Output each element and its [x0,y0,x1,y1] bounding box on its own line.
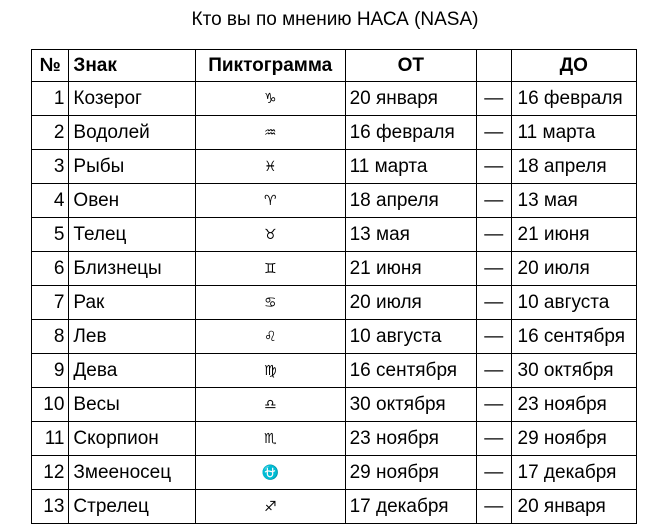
row-to-date: 21 июня [511,218,637,252]
header-dash [477,50,511,82]
table-row [32,218,637,252]
row-sign-name: Телец [69,218,195,252]
row-from-date: 20 июля [345,286,477,320]
row-pictogram [195,252,345,286]
row-to-date: 11 марта [511,116,637,150]
table-row [32,456,637,490]
row-dash: — [477,286,511,320]
table-row [32,286,637,320]
row-from-date: 11 марта [345,150,477,184]
row-sign-name: Рыбы [69,150,195,184]
row-num: 1 [32,82,69,116]
sagittarius-icon: ♐ [263,499,277,515]
table-row [32,252,637,286]
row-num: 12 [32,456,69,490]
row-num: 6 [32,252,69,286]
row-dash: — [477,422,511,456]
ophiuchus-icon: ⛎ [261,465,279,481]
row-sign-name: Змееносец [69,456,195,490]
scorpio-icon: ♏ [263,431,277,447]
row-pictogram [195,422,345,456]
row-num: 13 [32,490,69,524]
row-dash: — [477,82,511,116]
row-pictogram [195,218,345,252]
table-row [32,490,637,524]
taurus-icon: ♉ [263,227,277,243]
row-from-date: 29 ноября [345,456,477,490]
row-dash: — [477,218,511,252]
table-row [32,184,637,218]
row-sign-name: Рак [69,286,195,320]
row-num: 8 [32,320,69,354]
row-pictogram [195,286,345,320]
row-num: 7 [32,286,69,320]
row-num: 11 [32,422,69,456]
row-sign-name: Козерог [69,82,195,116]
row-dash: — [477,320,511,354]
table-row [32,354,637,388]
row-dash: — [477,490,511,524]
row-dash: — [477,184,511,218]
row-num: 3 [32,150,69,184]
virgo-icon: ♍ [263,363,277,379]
row-pictogram [195,82,345,116]
row-from-date: 10 августа [345,320,477,354]
row-sign-name: Лев [69,320,195,354]
row-sign-name: Скорпион [69,422,195,456]
row-to-date: 23 ноября [511,388,637,422]
row-pictogram [195,354,345,388]
libra-icon: ♎ [263,397,277,413]
row-from-date: 18 апреля [345,184,477,218]
table-row [32,82,637,116]
row-pictogram [195,388,345,422]
cancer-icon: ♋ [263,295,277,311]
table-row [32,388,637,422]
row-to-date: 20 января [511,490,637,524]
row-sign-name: Весы [69,388,195,422]
row-to-date: 16 февраля [511,82,637,116]
row-from-date: 23 ноября [345,422,477,456]
row-sign-name: Стрелец [69,490,195,524]
capricorn-icon: ♑ [263,91,277,107]
row-num: 5 [32,218,69,252]
row-sign-name: Дева [69,354,195,388]
table-row [32,422,637,456]
row-dash: — [477,150,511,184]
row-pictogram [195,490,345,524]
row-sign-name: Водолей [69,116,195,150]
row-from-date: 16 февраля [345,116,477,150]
row-to-date: 13 мая [511,184,637,218]
row-dash: — [477,354,511,388]
row-dash: — [477,388,511,422]
row-to-date: 10 августа [511,286,637,320]
row-to-date: 17 декабря [511,456,637,490]
row-dash: — [477,252,511,286]
gemini-icon: ♊ [263,261,277,277]
pisces-icon: ♓ [263,159,277,175]
row-from-date: 17 декабря [345,490,477,524]
leo-icon: ♌ [263,329,277,345]
table-body [32,82,637,524]
table-row [32,116,637,150]
page-title: Кто вы по мнению НАСА (NASA) [191,9,479,30]
row-from-date: 20 января [345,82,477,116]
row-dash: — [477,116,511,150]
row-num: 10 [32,388,69,422]
table-row [32,150,637,184]
row-from-date: 21 июня [345,252,477,286]
row-from-date: 16 сентября [345,354,477,388]
row-to-date: 30 октября [511,354,637,388]
row-pictogram [195,456,345,490]
header-from: ОТ [345,50,477,82]
zodiac-table [31,49,637,524]
row-pictogram [195,116,345,150]
row-to-date: 18 апреля [511,150,637,184]
header-to: ДО [511,50,637,82]
row-dash: — [477,456,511,490]
header-pictogram: Пиктограмма [195,50,345,82]
aries-icon: ♈ [263,193,277,209]
table-header-row [32,50,637,82]
row-num: 2 [32,116,69,150]
row-from-date: 13 мая [345,218,477,252]
header-sign: Знак [69,50,195,82]
row-pictogram [195,184,345,218]
row-sign-name: Овен [69,184,195,218]
table-row [32,320,637,354]
row-pictogram [195,150,345,184]
row-to-date: 16 сентября [511,320,637,354]
row-num: 4 [32,184,69,218]
row-to-date: 20 июля [511,252,637,286]
row-to-date: 29 ноября [511,422,637,456]
aquarius-icon: ♒ [263,125,277,141]
row-sign-name: Близнецы [69,252,195,286]
row-num: 9 [32,354,69,388]
header-num: № [32,50,69,82]
row-from-date: 30 октября [345,388,477,422]
row-pictogram [195,320,345,354]
